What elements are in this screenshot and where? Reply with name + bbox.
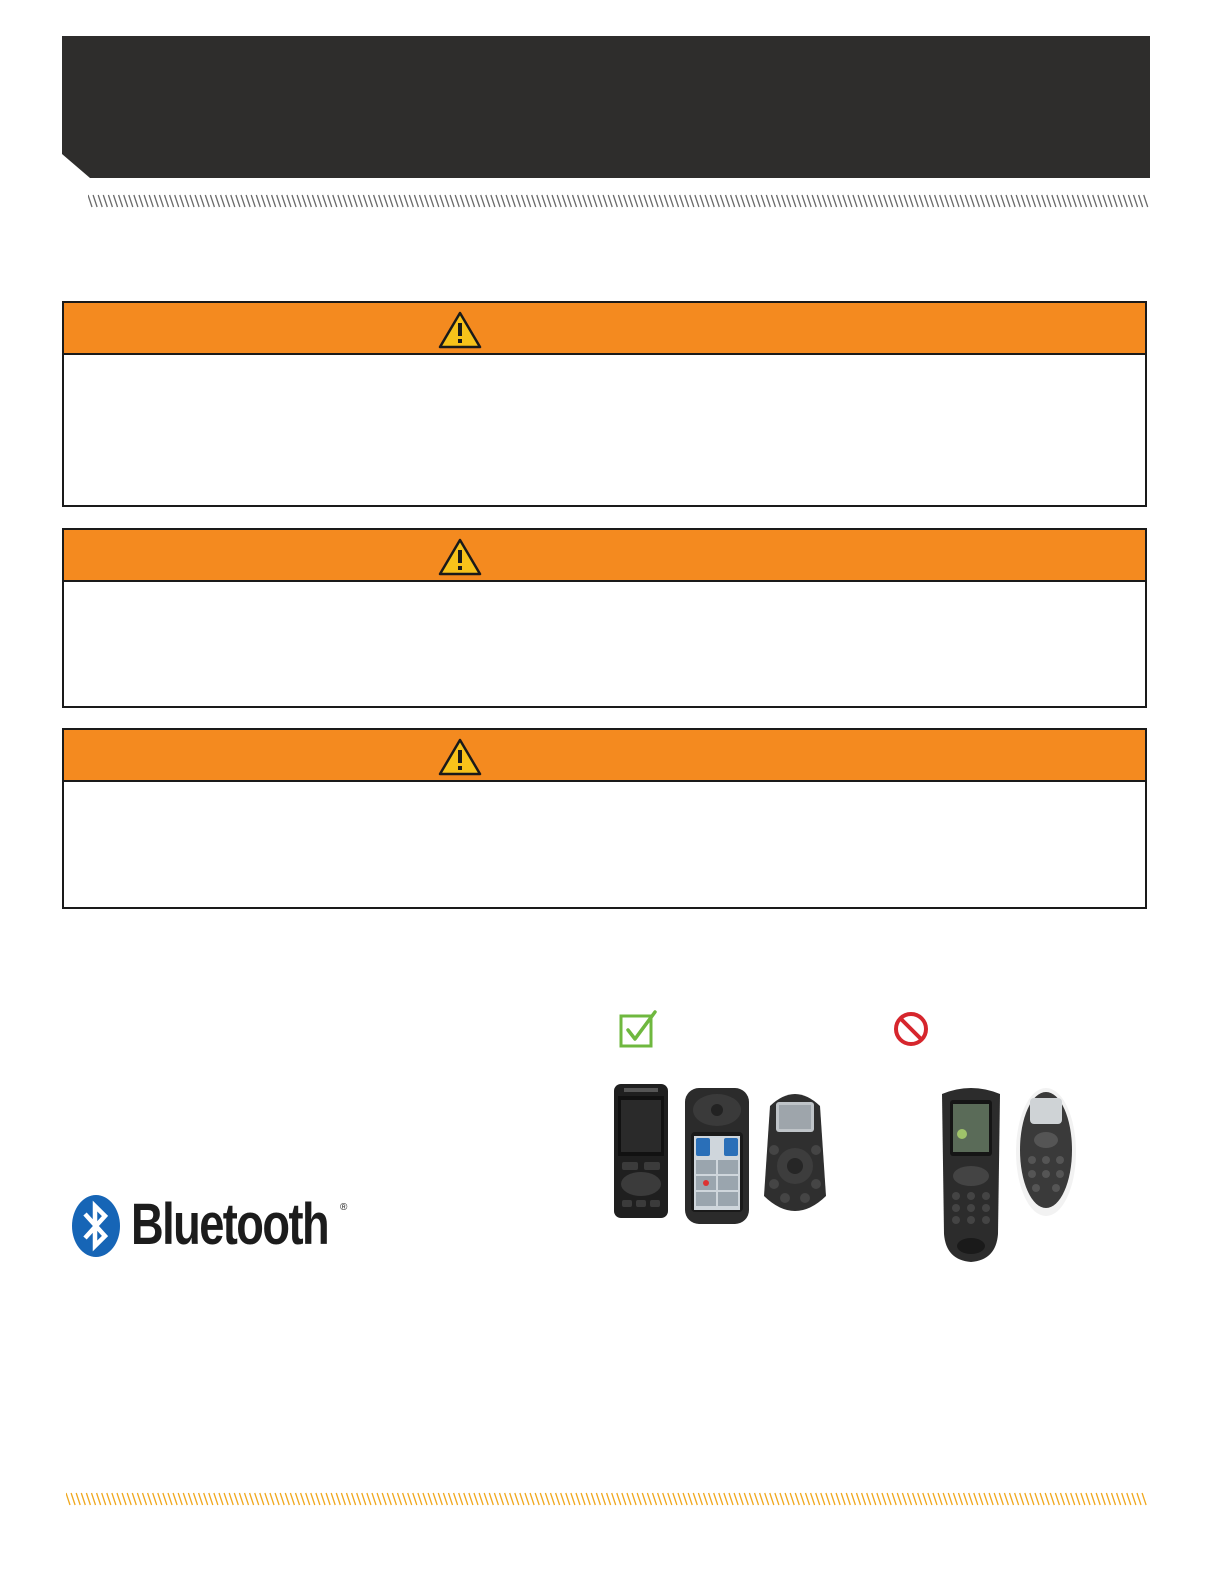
remote-image-compatible-3 [760, 1086, 830, 1222]
header-banner [62, 36, 1150, 178]
hatch-divider-top [88, 194, 1150, 208]
registered-mark: ® [340, 1202, 348, 1213]
remote-image-compatible-2 [683, 1086, 751, 1226]
checkmark-icon [619, 1010, 659, 1048]
warning-header [64, 303, 1145, 355]
remote-image-incompatible-2 [1012, 1084, 1080, 1220]
bluetooth-logo-icon [70, 1193, 122, 1259]
warning-triangle-icon [438, 538, 482, 576]
warning-box-1 [62, 301, 1147, 507]
warning-box-2 [62, 528, 1147, 708]
remote-image-incompatible-1 [936, 1084, 1006, 1264]
remote-image-compatible-1 [612, 1082, 670, 1220]
warning-triangle-icon [438, 311, 482, 349]
warning-header [64, 730, 1145, 782]
warning-box-3 [62, 728, 1147, 909]
warning-header [64, 530, 1145, 582]
warning-triangle-icon [438, 738, 482, 776]
hatch-divider-bottom [66, 1492, 1148, 1506]
bluetooth-logo-wordmark: Bluetooth [131, 1192, 329, 1257]
prohibited-icon [891, 1010, 931, 1048]
